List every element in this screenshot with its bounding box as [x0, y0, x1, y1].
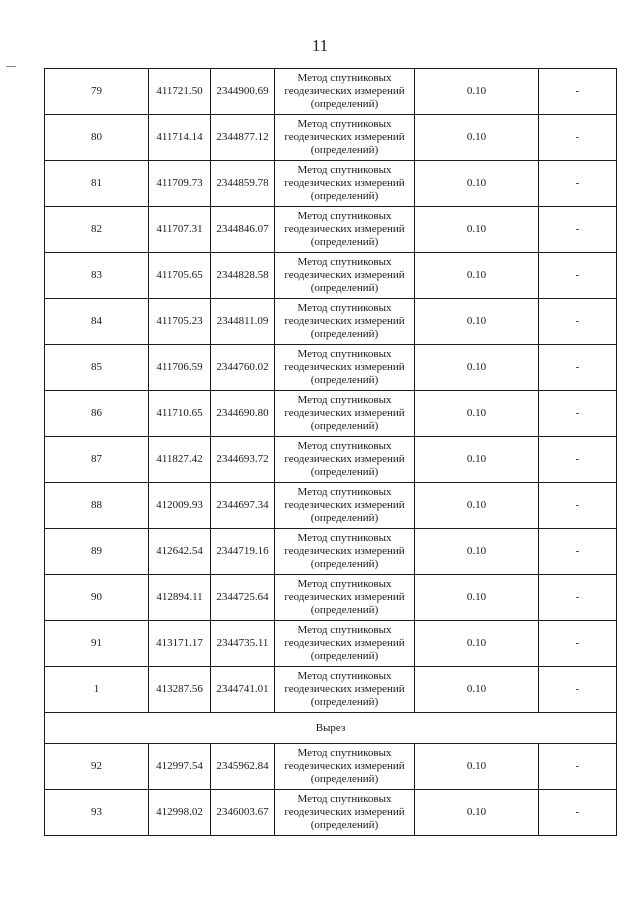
table-row: [45, 575, 617, 621]
coordinate-x-cell: 411710.65: [149, 391, 211, 437]
coordinate-x-cell: 412009.93: [149, 483, 211, 529]
method-cell: [275, 345, 415, 391]
method-line: (определений): [310, 773, 379, 785]
method-cell: [275, 483, 415, 529]
method-line: Метод спутниковых: [297, 486, 392, 498]
method-line: Метод спутниковых: [297, 164, 392, 176]
point-number-cell: 1: [45, 667, 149, 713]
method-line: геодезических измерений: [284, 315, 405, 327]
accuracy-cell: 0.10: [415, 253, 539, 299]
method-line: (определений): [310, 512, 379, 524]
point-number-cell: 85: [45, 345, 149, 391]
method-line: геодезических измерений: [284, 499, 405, 511]
point-number-cell: 88: [45, 483, 149, 529]
method-line: геодезических измерений: [284, 407, 405, 419]
note-cell: -: [539, 69, 617, 115]
table-row: [45, 667, 617, 713]
coordinate-y-cell: 2344697.34: [211, 483, 275, 529]
accuracy-cell: 0.10: [415, 621, 539, 667]
note-cell: -: [539, 790, 617, 836]
accuracy-cell: 0.10: [415, 667, 539, 713]
coordinate-x-cell: 412642.54: [149, 529, 211, 575]
coordinate-y-cell: 2344725.64: [211, 575, 275, 621]
coordinate-y-cell: 2344760.02: [211, 345, 275, 391]
point-number-cell: 80: [45, 115, 149, 161]
accuracy-cell: 0.10: [415, 207, 539, 253]
coordinate-x-cell: 413287.56: [149, 667, 211, 713]
table-row: [45, 115, 617, 161]
method-line: Метод спутниковых: [297, 210, 392, 222]
method-line: Метод спутниковых: [297, 793, 392, 805]
method-line: (определений): [310, 466, 379, 478]
table-row: [45, 253, 617, 299]
table-row: [45, 483, 617, 529]
table-body-main: [45, 69, 617, 713]
point-number-cell: 82: [45, 207, 149, 253]
method-cell: [275, 529, 415, 575]
coordinate-x-cell: 412997.54: [149, 744, 211, 790]
method-cell: [275, 207, 415, 253]
method-line: (определений): [310, 558, 379, 570]
section-row: [45, 713, 617, 744]
method-line: геодезических измерений: [284, 683, 405, 695]
point-number-cell: 81: [45, 161, 149, 207]
note-cell: -: [539, 437, 617, 483]
coordinate-y-cell: 2344719.16: [211, 529, 275, 575]
method-line: Метод спутниковых: [297, 302, 392, 314]
accuracy-cell: 0.10: [415, 529, 539, 575]
coordinate-y-cell: 2344859.78: [211, 161, 275, 207]
table-body-section-header: [45, 713, 617, 744]
point-number-cell: 91: [45, 621, 149, 667]
table-row: [45, 437, 617, 483]
method-line: (определений): [310, 819, 379, 831]
method-line: (определений): [310, 98, 379, 110]
note-cell: -: [539, 744, 617, 790]
coordinate-y-cell: 2344828.58: [211, 253, 275, 299]
method-line: Метод спутниковых: [297, 72, 392, 84]
method-line: (определений): [310, 236, 379, 248]
method-cell: [275, 575, 415, 621]
note-cell: -: [539, 483, 617, 529]
note-cell: -: [539, 345, 617, 391]
note-cell: -: [539, 115, 617, 161]
accuracy-cell: 0.10: [415, 161, 539, 207]
table-row: [45, 391, 617, 437]
method-cell: [275, 115, 415, 161]
coordinate-y-cell: 2344735.11: [211, 621, 275, 667]
method-cell: [275, 69, 415, 115]
method-line: геодезических измерений: [284, 806, 405, 818]
method-line: (определений): [310, 420, 379, 432]
table-body-section: [45, 744, 617, 836]
point-number-cell: 84: [45, 299, 149, 345]
table-row: [45, 207, 617, 253]
accuracy-cell: 0.10: [415, 790, 539, 836]
coordinate-y-cell: 2346003.67: [211, 790, 275, 836]
method-line: геодезических измерений: [284, 591, 405, 603]
method-line: (определений): [310, 374, 379, 386]
method-cell: [275, 667, 415, 713]
point-number-cell: 83: [45, 253, 149, 299]
coordinate-y-cell: 2344811.09: [211, 299, 275, 345]
coordinate-x-cell: 412894.11: [149, 575, 211, 621]
point-number-cell: 79: [45, 69, 149, 115]
method-line: Метод спутниковых: [297, 532, 392, 544]
method-line: Метод спутниковых: [297, 118, 392, 130]
table-row: [45, 299, 617, 345]
point-number-cell: 92: [45, 744, 149, 790]
coordinate-y-cell: 2344846.07: [211, 207, 275, 253]
accuracy-cell: 0.10: [415, 575, 539, 621]
coordinate-y-cell: 2344693.72: [211, 437, 275, 483]
note-cell: -: [539, 575, 617, 621]
table-row: [45, 621, 617, 667]
method-line: геодезических измерений: [284, 269, 405, 281]
point-number-cell: 93: [45, 790, 149, 836]
coordinate-x-cell: 411705.23: [149, 299, 211, 345]
coordinate-y-cell: 2344690.80: [211, 391, 275, 437]
note-cell: -: [539, 391, 617, 437]
method-line: геодезических измерений: [284, 760, 405, 772]
point-number-cell: 86: [45, 391, 149, 437]
method-line: Метод спутниковых: [297, 394, 392, 406]
table-row: [45, 744, 617, 790]
accuracy-cell: 0.10: [415, 483, 539, 529]
method-line: Метод спутниковых: [297, 440, 392, 452]
note-cell: -: [539, 299, 617, 345]
method-cell: [275, 161, 415, 207]
method-line: (определений): [310, 190, 379, 202]
method-line: (определений): [310, 144, 379, 156]
method-line: геодезических измерений: [284, 545, 405, 557]
coordinate-x-cell: 411709.73: [149, 161, 211, 207]
accuracy-cell: 0.10: [415, 391, 539, 437]
note-cell: -: [539, 253, 617, 299]
table-row: [45, 69, 617, 115]
coordinate-x-cell: 411707.31: [149, 207, 211, 253]
method-line: геодезических измерений: [284, 177, 405, 189]
point-number-cell: 89: [45, 529, 149, 575]
coordinate-y-cell: 2345962.84: [211, 744, 275, 790]
coordinate-x-cell: 411706.59: [149, 345, 211, 391]
method-line: Метод спутниковых: [297, 256, 392, 268]
coordinate-x-cell: 411827.42: [149, 437, 211, 483]
table-row: [45, 529, 617, 575]
method-cell: [275, 391, 415, 437]
method-line: геодезических измерений: [284, 453, 405, 465]
margin-mark: [6, 66, 16, 67]
page-number: 11: [311, 36, 329, 55]
method-line: геодезических измерений: [284, 223, 405, 235]
accuracy-cell: 0.10: [415, 437, 539, 483]
method-line: Метод спутниковых: [297, 624, 392, 636]
method-line: (определений): [310, 282, 379, 294]
method-line: геодезических измерений: [284, 637, 405, 649]
coordinate-x-cell: 413171.17: [149, 621, 211, 667]
method-line: (определений): [310, 696, 379, 708]
coordinate-x-cell: 411705.65: [149, 253, 211, 299]
method-cell: [275, 744, 415, 790]
accuracy-cell: 0.10: [415, 345, 539, 391]
method-cell: [275, 299, 415, 345]
accuracy-cell: 0.10: [415, 299, 539, 345]
method-line: Метод спутниковых: [297, 670, 392, 682]
coordinate-y-cell: 2344900.69: [211, 69, 275, 115]
method-line: геодезических измерений: [284, 361, 405, 373]
table-row: [45, 161, 617, 207]
accuracy-cell: 0.10: [415, 115, 539, 161]
method-cell: [275, 253, 415, 299]
method-line: (определений): [310, 650, 379, 662]
method-line: (определений): [310, 604, 379, 616]
coordinate-y-cell: 2344741.01: [211, 667, 275, 713]
method-cell: [275, 790, 415, 836]
method-cell: [275, 621, 415, 667]
point-number-cell: 90: [45, 575, 149, 621]
section-label: Вырез: [45, 713, 617, 744]
accuracy-cell: 0.10: [415, 69, 539, 115]
table-row: [45, 790, 617, 836]
method-line: (определений): [310, 328, 379, 340]
coordinate-x-cell: 412998.02: [149, 790, 211, 836]
accuracy-cell: 0.10: [415, 744, 539, 790]
note-cell: -: [539, 529, 617, 575]
method-line: геодезических измерений: [284, 85, 405, 97]
table-row: [45, 345, 617, 391]
note-cell: -: [539, 207, 617, 253]
note-cell: -: [539, 621, 617, 667]
note-cell: -: [539, 667, 617, 713]
method-line: Метод спутниковых: [297, 747, 392, 759]
method-line: геодезических измерений: [284, 131, 405, 143]
method-line: Метод спутниковых: [297, 348, 392, 360]
coordinate-x-cell: 411714.14: [149, 115, 211, 161]
method-line: Метод спутниковых: [297, 578, 392, 590]
coordinate-x-cell: 411721.50: [149, 69, 211, 115]
note-cell: -: [539, 161, 617, 207]
point-number-cell: 87: [45, 437, 149, 483]
coordinate-y-cell: 2344877.12: [211, 115, 275, 161]
coordinates-table: [44, 68, 617, 836]
method-cell: [275, 437, 415, 483]
